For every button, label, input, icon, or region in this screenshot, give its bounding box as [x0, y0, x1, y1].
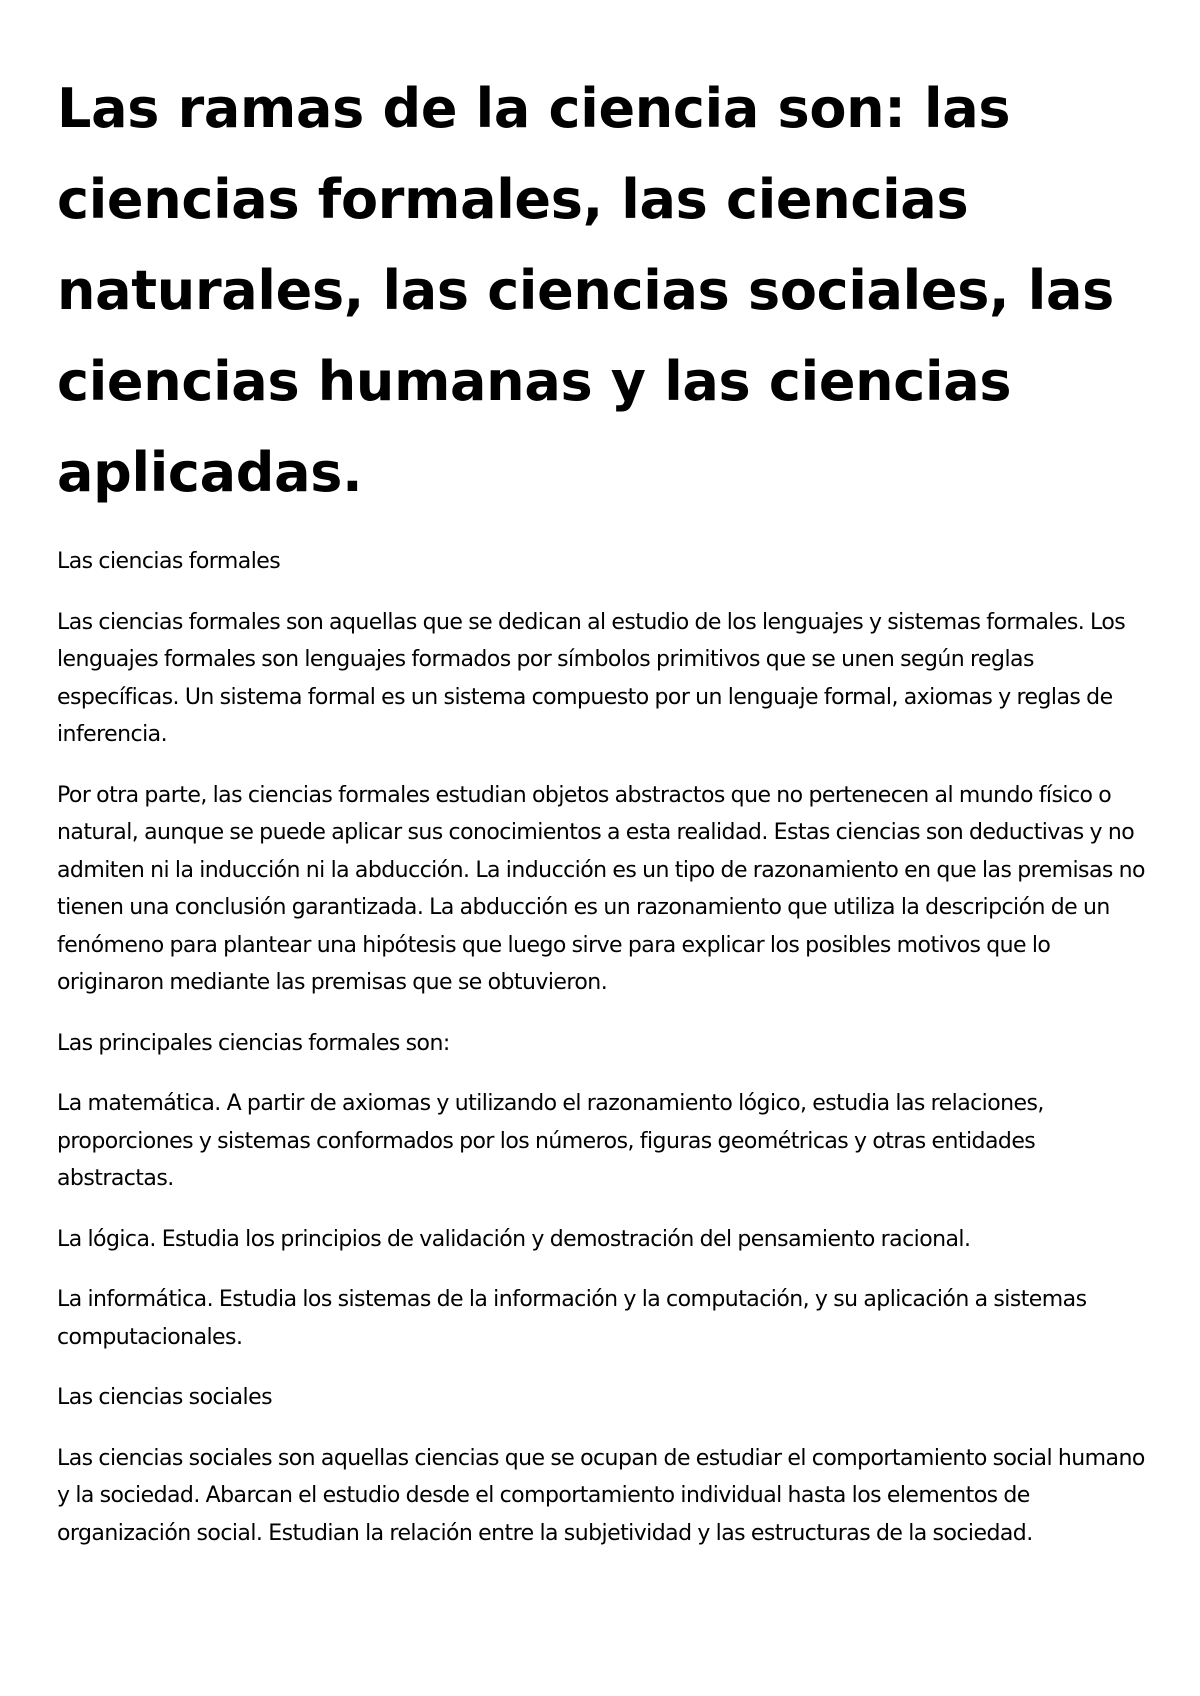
- document-body: [57, 543, 1145, 1552]
- list-intro: Las principales ciencias formales son:: [57, 1030, 450, 1056]
- section-heading-formales: Las ciencias formales: [57, 549, 281, 574]
- list-item-informatica: La informática. Estudia los sistemas de la información y la computación, y su aplicación a sistemas computacionales.: [57, 1287, 1087, 1350]
- paragraph: Por otra parte, las ciencias formales estudian objetos abstractos que no pertenecen al mundo físico o natural, aunque se puede aplicar sus conocimientos a esta realidad. Estas ciencias son deductivas y no admiten ni la inducción ni la abducción. La inducción es un tipo de razonamiento en que las premisas no tienen una conclusión garantizada. La abducción es un razonamiento que utiliza la descripción de un fenómeno para plantear una hipótesis que luego sirve para explicar los posibles motivos que lo originaron mediante las premisas que se obtuvieron.: [57, 782, 1145, 995]
- paragraph: Las ciencias formales son aquellas que se dedican al estudio de los lenguajes y sistemas formales. Los lenguajes formales son lenguajes formados por símbolos primitivos que se unen según reglas específicas. Un sistema formal es un sistema compuesto por un lenguaje formal, axiomas y reglas de inferencia.: [57, 609, 1126, 747]
- list-item-logica: La lógica. Estudia los principios de validación y demostración del pensamiento racional.: [57, 1226, 971, 1252]
- page-title: Las ramas de la ciencia son: las ciencias formales, las ciencias naturales, las ciencias sociales, las ciencias humanas y las ciencias aplicadas.: [57, 77, 1114, 504]
- section-heading-sociales: Las ciencias sociales: [57, 1385, 272, 1410]
- paragraph: Las ciencias sociales son aquellas ciencias que se ocupan de estudiar el comportamiento social humano y la sociedad. Abarcan el estudio desde el comportamiento individual hasta los elementos de organización social. Estudian la relación entre la subjetividad y las estructuras de la sociedad.: [57, 1445, 1145, 1546]
- list-item-matematica: La matemática. A partir de axiomas y utilizando el razonamiento lógico, estudia las relaciones, proporciones y sistemas conformados por los números, figuras geométricas y otras entidades abstractas.: [57, 1091, 1044, 1191]
